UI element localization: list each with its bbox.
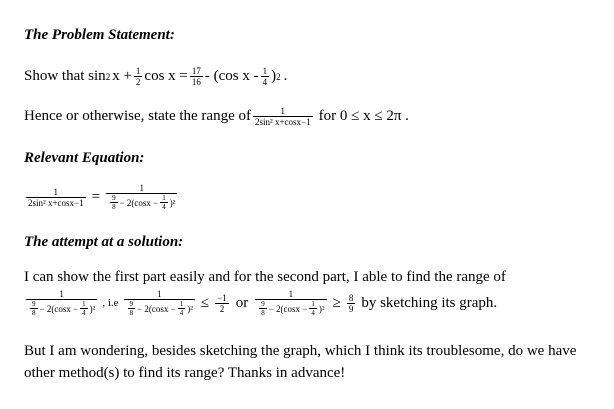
text: cos x =	[144, 68, 188, 84]
text: Hence or otherwise, state the range of	[24, 108, 251, 124]
numerator: 1	[262, 66, 268, 76]
fraction	[134, 66, 143, 87]
numerator: 1	[139, 183, 144, 193]
attempt-paragraph-1: I can show the first part easily and for the second part, I able to find the range of	[24, 269, 506, 285]
superscript: 2	[276, 71, 281, 82]
text: for 0 ≤ x ≤ 2π .	[318, 108, 409, 124]
fraction	[190, 66, 203, 87]
fraction	[26, 187, 86, 208]
text: .	[283, 68, 288, 84]
problem-line-2	[24, 106, 409, 127]
fraction: $\frac{-1}{2}$	[217, 292, 227, 314]
text: )	[271, 68, 277, 84]
denominator: 2sin² x+cosx−1	[28, 197, 84, 208]
problem-line-1	[24, 66, 287, 87]
attempt-inequality-line	[24, 289, 497, 317]
fraction: $\frac{8}{9}$	[348, 292, 354, 314]
text: by sketching its graph.	[361, 294, 498, 311]
relevant-heading: Relevant Equation:	[24, 150, 145, 166]
text: Show that sin	[24, 68, 106, 84]
superscript: 2	[105, 71, 111, 82]
denominator: 4	[262, 77, 268, 87]
fraction: 1 $\frac{9}{8}$ − 2(cosx − $\frac{1}{4}$ )²	[26, 289, 97, 317]
denominator: $\frac{9}{8}$ − 2(cosx − $\frac{1}{4}$ )²	[112, 194, 176, 211]
problem-heading: The Problem Statement:	[24, 27, 175, 43]
fraction	[106, 183, 177, 211]
leq-symbol: ≤	[200, 294, 210, 311]
equals: =	[91, 188, 101, 205]
relevant-equation	[24, 183, 179, 211]
text: x +	[112, 68, 132, 84]
numerator: 1	[280, 106, 286, 116]
fraction: 1 $\frac{9}{8}$ − 2(cosx − $\frac{1}{4}$ )²	[124, 289, 195, 317]
fraction	[253, 106, 313, 127]
text: or	[235, 294, 249, 311]
fraction: 1 $\frac{9}{8}$ − 2(cosx − $\frac{1}{4}$ )²	[255, 289, 326, 317]
attempt-paragraph-2: But I am wondering, besides sketching the graph, which I think its troublesome, do we have other method(s) to find its range? Thanks in advance!	[24, 343, 577, 381]
denominator: 16	[191, 77, 201, 87]
denominator: 2sin² x+cosx−1	[255, 117, 311, 127]
attempt-heading: The attempt at a solution:	[24, 234, 184, 250]
numerator: 1	[135, 66, 141, 76]
numerator: 17	[191, 66, 201, 76]
text: , i.e	[102, 297, 119, 309]
geq-symbol: ≥	[332, 294, 341, 311]
fraction	[261, 66, 270, 87]
text: - (cos x -	[204, 68, 259, 84]
denominator: 2	[135, 77, 141, 87]
numerator: 1	[53, 186, 59, 197]
